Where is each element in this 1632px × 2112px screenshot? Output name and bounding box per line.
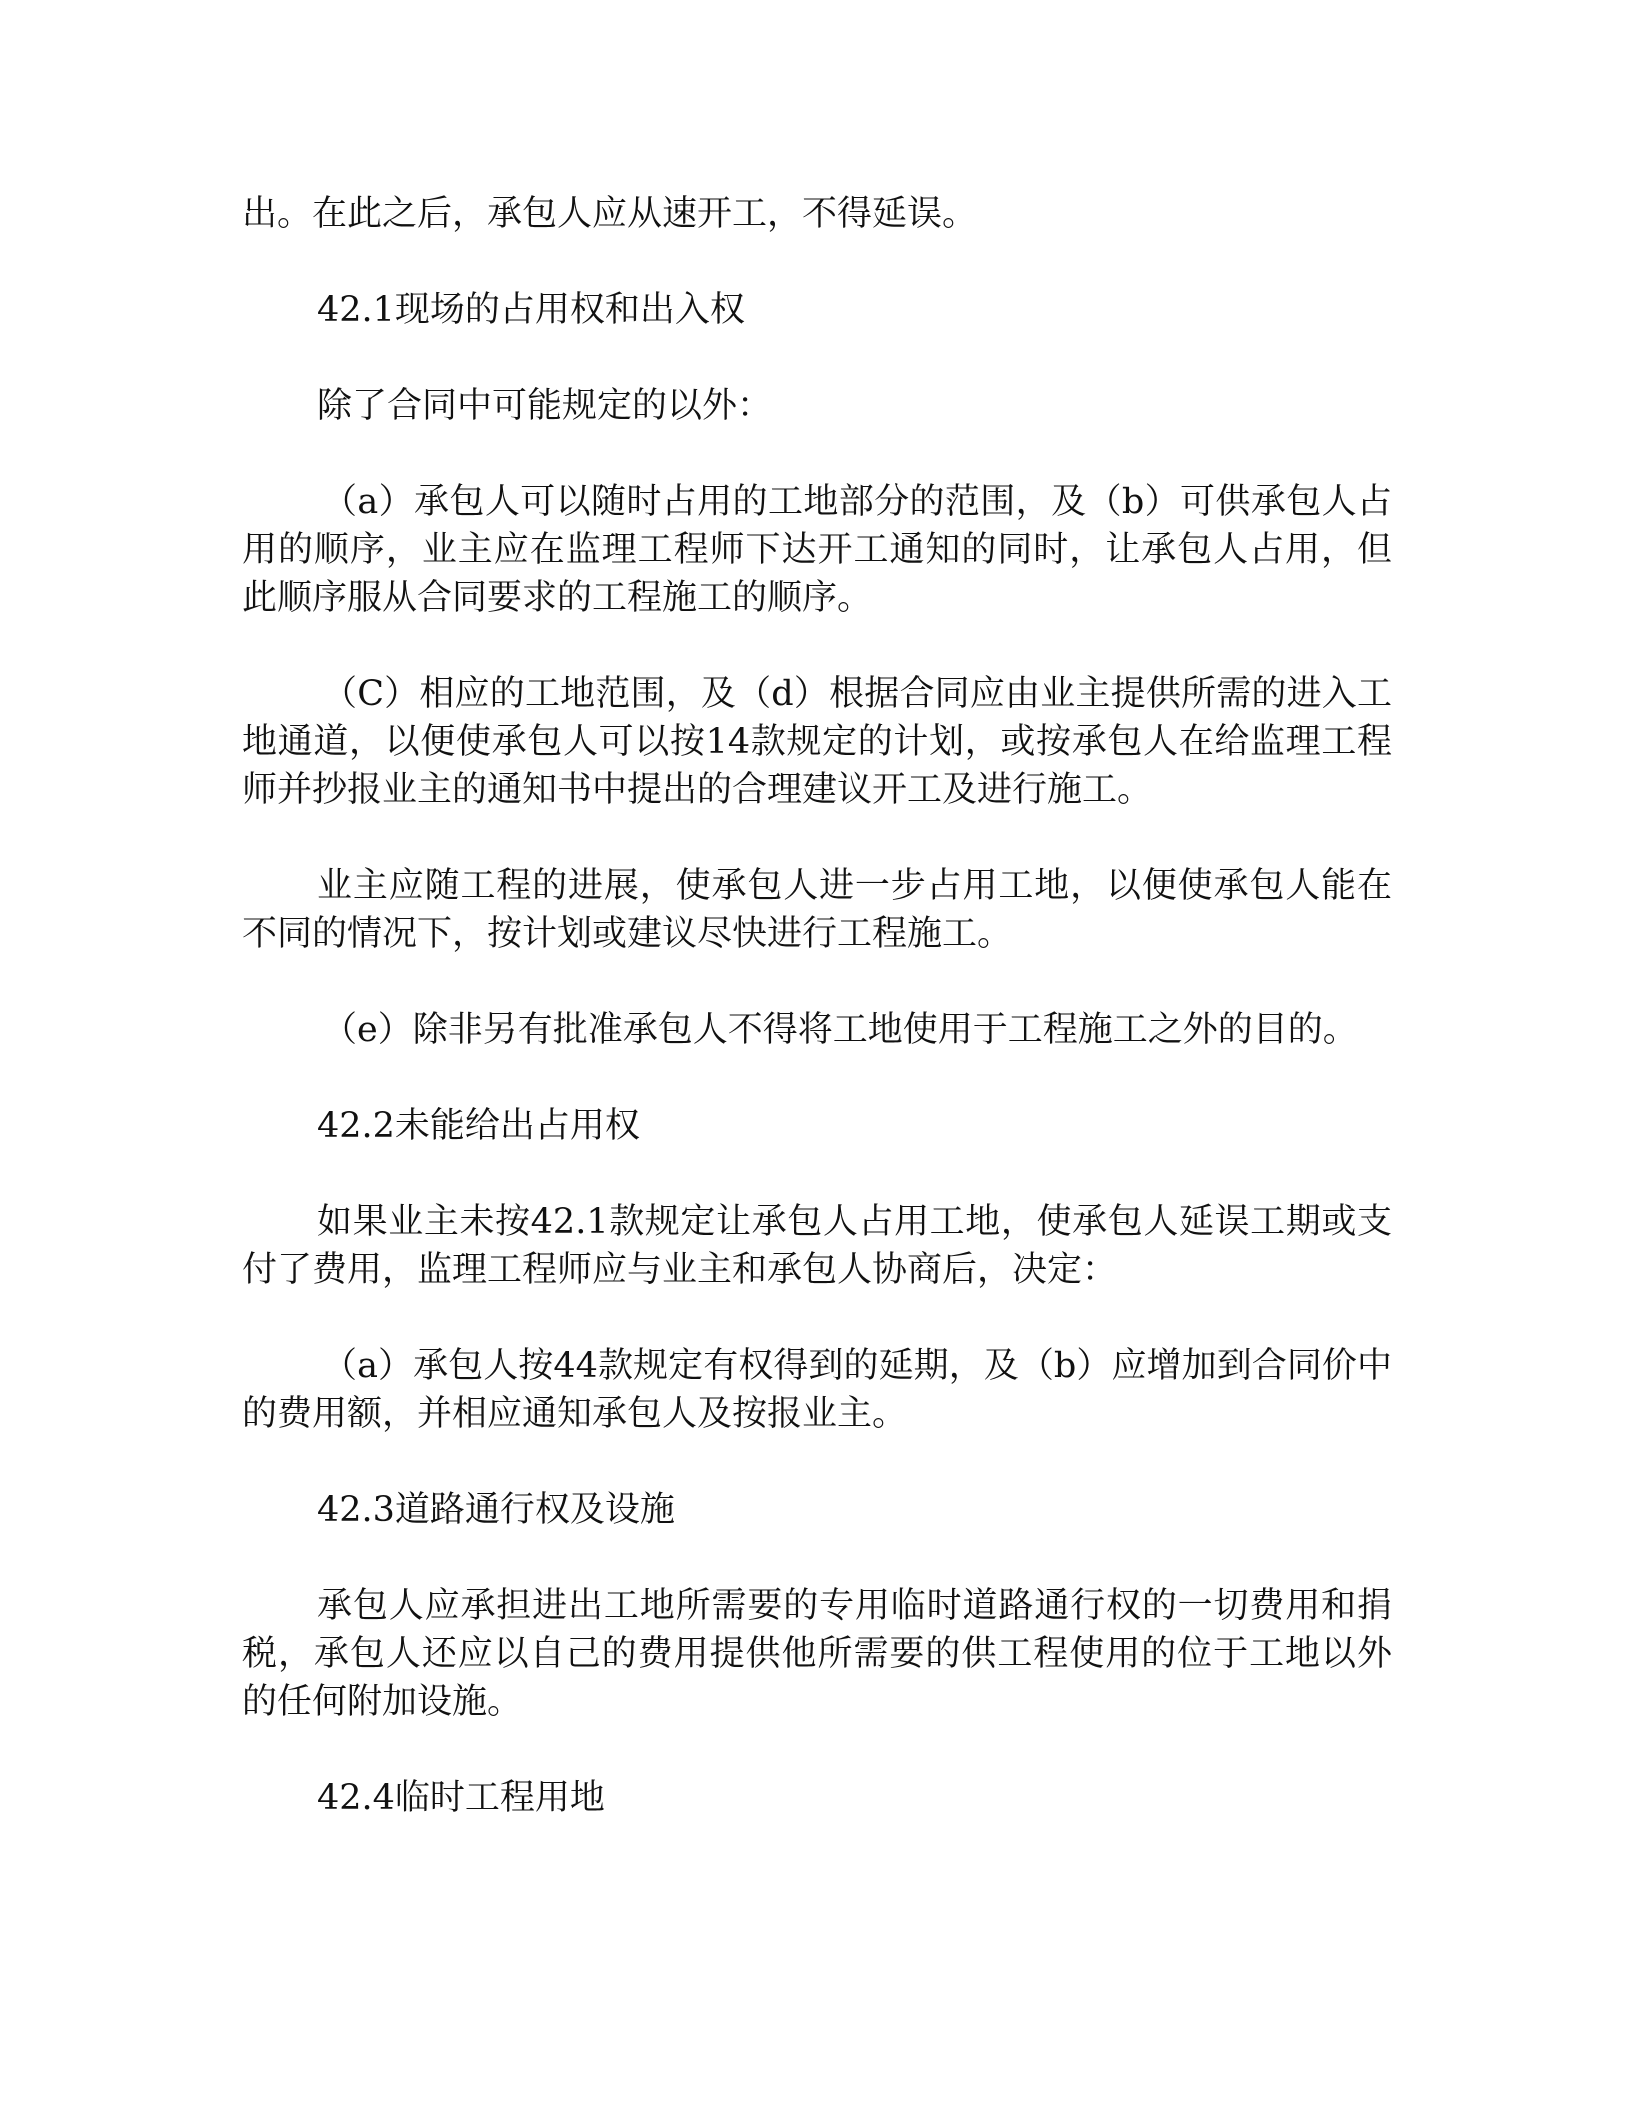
paragraph-item-c-d: （C）相应的工地范围，及（d）根据合同应由业主提供所需的进入工地通道，以便使承包人可以按14款规定的计划，或按承包人在给监理工程师并抄报业主的通知书中提出的合理建议开工及进行施工。 <box>242 674 1392 810</box>
paragraph-intro: 除了合同中可能规定的以外： <box>317 386 773 426</box>
paragraph-item-extension: （a）承包人按44款规定有权得到的延期，及（b）应增加到合同价中的费用额，并相应通知承包人及按报业主。 <box>242 1346 1392 1434</box>
paragraph-item-a-b: （a）承包人可以随时占用的工地部分的范围，及（b）可供承包人占用的顺序，业主应在监理工程师下达开工通知的同时，让承包人占用，但此顺序服从合同要求的工程施工的顺序。 <box>242 482 1392 618</box>
section-heading-42-1: 42.1现场的占用权和出入权 <box>317 290 745 330</box>
paragraph-failure-to-give: 如果业主未按42.1款规定让承包人占用工地，使承包人延误工期或支付了费用，监理工程师应与业主和承包人协商后，决定： <box>242 1202 1392 1290</box>
paragraph-right-of-way: 承包人应承担进出工地所需要的专用临时道路通行权的一切费用和捐税，承包人还应以自己的费用提供他所需要的供工程使用的位于工地以外的任何附加设施。 <box>242 1586 1392 1722</box>
paragraph-item-e: （e）除非另有批准承包人不得将工地使用于工程施工之外的目的。 <box>322 1010 1358 1050</box>
document-body <box>242 190 1392 1870</box>
paragraph-further-occupation: 业主应随工程的进展，使承包人进一步占用工地，以便使承包人能在不同的情况下，按计划或建议尽快进行工程施工。 <box>242 866 1392 954</box>
section-heading-42-2: 42.2未能给出占用权 <box>317 1106 640 1146</box>
section-heading-42-3: 42.3道路通行权及设施 <box>317 1490 675 1530</box>
section-heading-42-4: 42.4临时工程用地 <box>317 1778 605 1818</box>
paragraph-continuation: 出。在此之后，承包人应从速开工，不得延误。 <box>242 194 978 234</box>
